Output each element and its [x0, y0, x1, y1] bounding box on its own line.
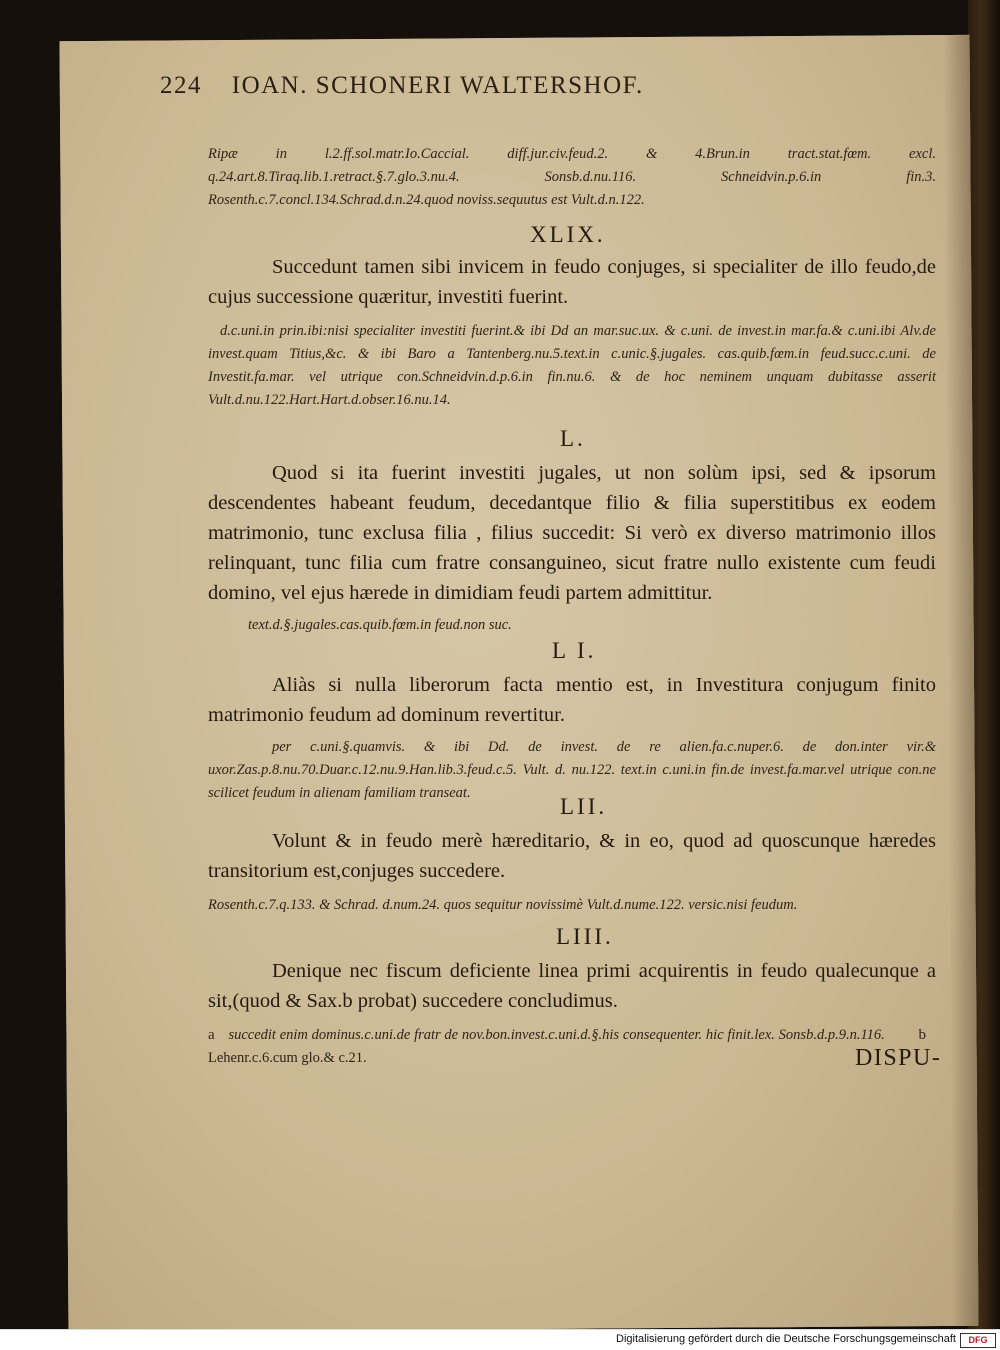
footnote-label-a: a: [208, 1027, 215, 1043]
dfg-logo-icon: [960, 1333, 996, 1348]
section-text: Succedunt tamen sibi invicem in feudo conjuges, si specialiter de illo feudo,de cujus successione quæritur, investiti fuerint.: [208, 256, 936, 308]
marginal-note: Ripæ in l.2.ff.sol.matr.Io.Caccial. diff.jur.civ.feud.2. & 4.Brun.in tract.stat.fœm. excl. q.24.art.8.Tiraq.lib.1.retract.§.7.glo.3.nu.4. Sonsb.d.nu.116. Schneidvin.p.6.in fin.3. Rosenth.c.7.concl.134.Schrad.d.n.24.quod noviss.sequutus est Vult.d.n.122.: [208, 146, 936, 208]
funding-notice: Digitalisierung gefördert durch die Deutsche Forschungsgemeinschaft: [616, 1333, 956, 1345]
section-text: Volunt & in feudo merè hæreditario, & in eo, quod ad quoscunque hæredes transitorium est,conjuges succedere.: [208, 830, 936, 882]
footnote-a: succedit enim dominus.c.uni.de fratr de nov.bon.invest.c.uni.d.§.his consequenter. hic finit.lex. Sonsb.d.p.9.n.116.: [228, 1027, 885, 1043]
section-numeral-52: LII.: [560, 794, 608, 819]
running-title: IOAN. SCHONERI WALTERSHOF.: [231, 72, 644, 99]
running-header: [160, 72, 644, 100]
section-text: Aliàs si nulla liberorum facta mentio est, in Investitura conjugum finito matrimonio feudum ad dominum revertitur.: [208, 674, 936, 726]
section-53: [208, 956, 936, 1070]
footer-bar: [0, 1329, 1000, 1350]
section-note: d.c.uni.in prin.ibi:nisi specialiter investiti fuerint.& ibi Dd an mar.suc.ux. & c.uni. de invest.in mar.fa.& c.uni.ibi Alv.de invest.quam Titius,&c. & ibi Baro a Tantenberg.nu.5.text.in c.unic.§.jugales. cas.quib.fœm.in feud.succ.c.uni. de Investit.fa.mar. vel utrique con.Schneidvin.d.p.6.in fin.nu.6. & de hoc neminem unquam dubitasse asserit Vult.d.nu.122.Hart.Hart.d.obser.16.nu.14.: [208, 323, 936, 408]
section-note: Rosenth.c.7.q.133. & Schrad. d.num.24. quos sequitur novissimè Vult.d.nume.122. versic.nisi feudum.: [208, 897, 798, 913]
section-50: [208, 458, 936, 637]
footnote-b: Lehenr.c.6.cum glo.& c.21.: [208, 1050, 367, 1066]
section-text: Quod si ita fuerint investiti jugales, ut non solùm ipsi, sed & ipsorum descendentes habeant feudum, decedantque filio & filia superstitibus ex eodem matrimonio, tunc exclusa filia , filius succedit: Si verò ex diverso matrimonio illos relinquant, tunc filia cum fratre consanguineo, sicut fratre nullo existente cum feudi domino, vel ejus hærede in dimidiam feudi partem admittitur.: [208, 462, 936, 604]
section-numeral-51: L I.: [552, 638, 597, 663]
section-51: [208, 670, 936, 805]
section-text: Denique nec fiscum deficiente linea primi acquirentis in feudo qualecunque a sit,(quod & Sax.b probat) succedere concludimus.: [208, 960, 936, 1012]
footnote-label-b: b: [918, 1027, 927, 1043]
section-49: [208, 252, 936, 412]
footnotes: [208, 1024, 936, 1070]
dfg-logo-text: DFG: [968, 1335, 988, 1345]
section-52: [208, 826, 936, 917]
section-numeral-49: XLIX.: [530, 222, 606, 247]
section-numeral-50: L.: [560, 426, 586, 451]
section-note: text.d.§.jugales.cas.quib.fœm.in feud.non suc.: [248, 617, 512, 633]
page-number: 224: [160, 72, 202, 99]
section-note: per c.uni.§.quamvis. & ibi Dd. de invest. de re alien.fa.c.nuper.6. de don.inter vir.& uxor.Zas.p.8.nu.70.Duar.c.12.nu.9.Han.lib.3.feud.c.5. Vult. d. nu.122. text.in c.uni.in fin.de invest.fa.mar.vel utrique con.ne scilicet feudum in alienam familiam transeat.: [208, 739, 936, 801]
catchword: DISPU-: [855, 1045, 942, 1071]
section-numeral-53: LIII.: [556, 924, 614, 949]
top-note-block: [208, 143, 936, 212]
